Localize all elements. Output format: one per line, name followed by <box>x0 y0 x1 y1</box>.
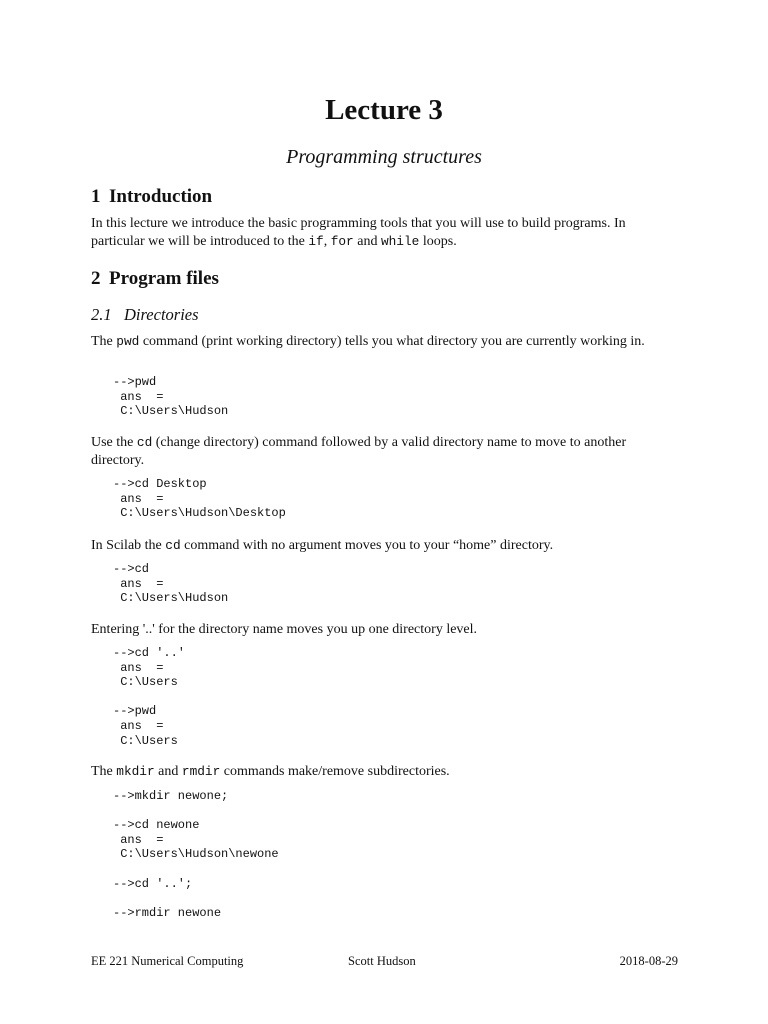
text-run: and <box>154 764 182 779</box>
pwd-paragraph <box>91 333 679 351</box>
text-run: and <box>353 234 381 249</box>
inline-code-for: for <box>330 234 354 249</box>
section-heading-program-files <box>91 267 219 291</box>
text-run: In Scilab the <box>91 538 166 553</box>
cd-home-paragraph <box>91 537 679 555</box>
text-run: command with no argument moves you to your “home” directory. <box>180 538 554 553</box>
intro-paragraph <box>91 215 679 251</box>
inline-code-while: while <box>380 234 420 249</box>
inline-code-if: if <box>308 234 324 249</box>
text-run: The <box>91 334 117 349</box>
section-heading-introduction <box>91 185 212 209</box>
inline-code-cd: cd <box>136 435 153 450</box>
section-number: 2 <box>91 268 101 289</box>
inline-code-pwd: pwd <box>116 334 140 349</box>
text-run: command (print working directory) tells you what directory you are currently working in. <box>139 334 645 349</box>
section-title: Program files <box>109 268 219 289</box>
text-run: commands make/remove subdirectories. <box>220 764 450 779</box>
text-run: Use the <box>91 435 137 450</box>
code-block-cd-up: -->cd '..' ans = C:\Users -->pwd ans = C:\Users <box>113 646 186 748</box>
cd-up-paragraph <box>91 621 679 639</box>
footer-date: 2018-08-29 <box>619 954 678 968</box>
subsection-number: 2.1 <box>91 305 112 324</box>
text-run: (change directory) command followed by a valid directory name to move to another directory. <box>91 435 627 468</box>
text-run: The <box>91 764 117 779</box>
text-run: Entering '..' for the directory name moves you up one directory level. <box>91 622 478 637</box>
page-subtitle: Programming structures <box>286 146 482 168</box>
cd-paragraph <box>91 434 679 470</box>
code-block-cd-home: -->cd ans = C:\Users\Hudson <box>113 562 229 606</box>
subsection-heading-directories <box>91 304 199 326</box>
section-number: 1 <box>91 186 101 207</box>
text-run: , <box>323 234 331 249</box>
text-run: loops. <box>419 234 457 249</box>
inline-code-mkdir: mkdir <box>116 764 155 779</box>
section-title: Introduction <box>109 186 213 207</box>
footer-author: Scott Hudson <box>348 954 416 968</box>
text-run: In this lecture we introduce the basic programming tools that you will use to build programs. In particular we will be introduced to the <box>91 216 626 249</box>
inline-code-cd: cd <box>165 538 181 553</box>
mkdir-paragraph <box>91 763 679 781</box>
footer-course: EE 221 Numerical Computing <box>91 954 244 968</box>
code-block-cd-desktop: -->cd Desktop ans = C:\Users\Hudson\Desktop <box>113 477 286 521</box>
code-block-mkdir-rmdir: -->mkdir newone; -->cd newone ans = C:\Users\Hudson\newone -->cd '..'; -->rmdir newone <box>113 789 279 920</box>
page-title: Lecture 3 <box>325 94 443 126</box>
subsection-title: Directories <box>124 305 199 324</box>
code-block-pwd: -->pwd ans = C:\Users\Hudson <box>113 375 229 419</box>
inline-code-rmdir: rmdir <box>181 764 221 779</box>
